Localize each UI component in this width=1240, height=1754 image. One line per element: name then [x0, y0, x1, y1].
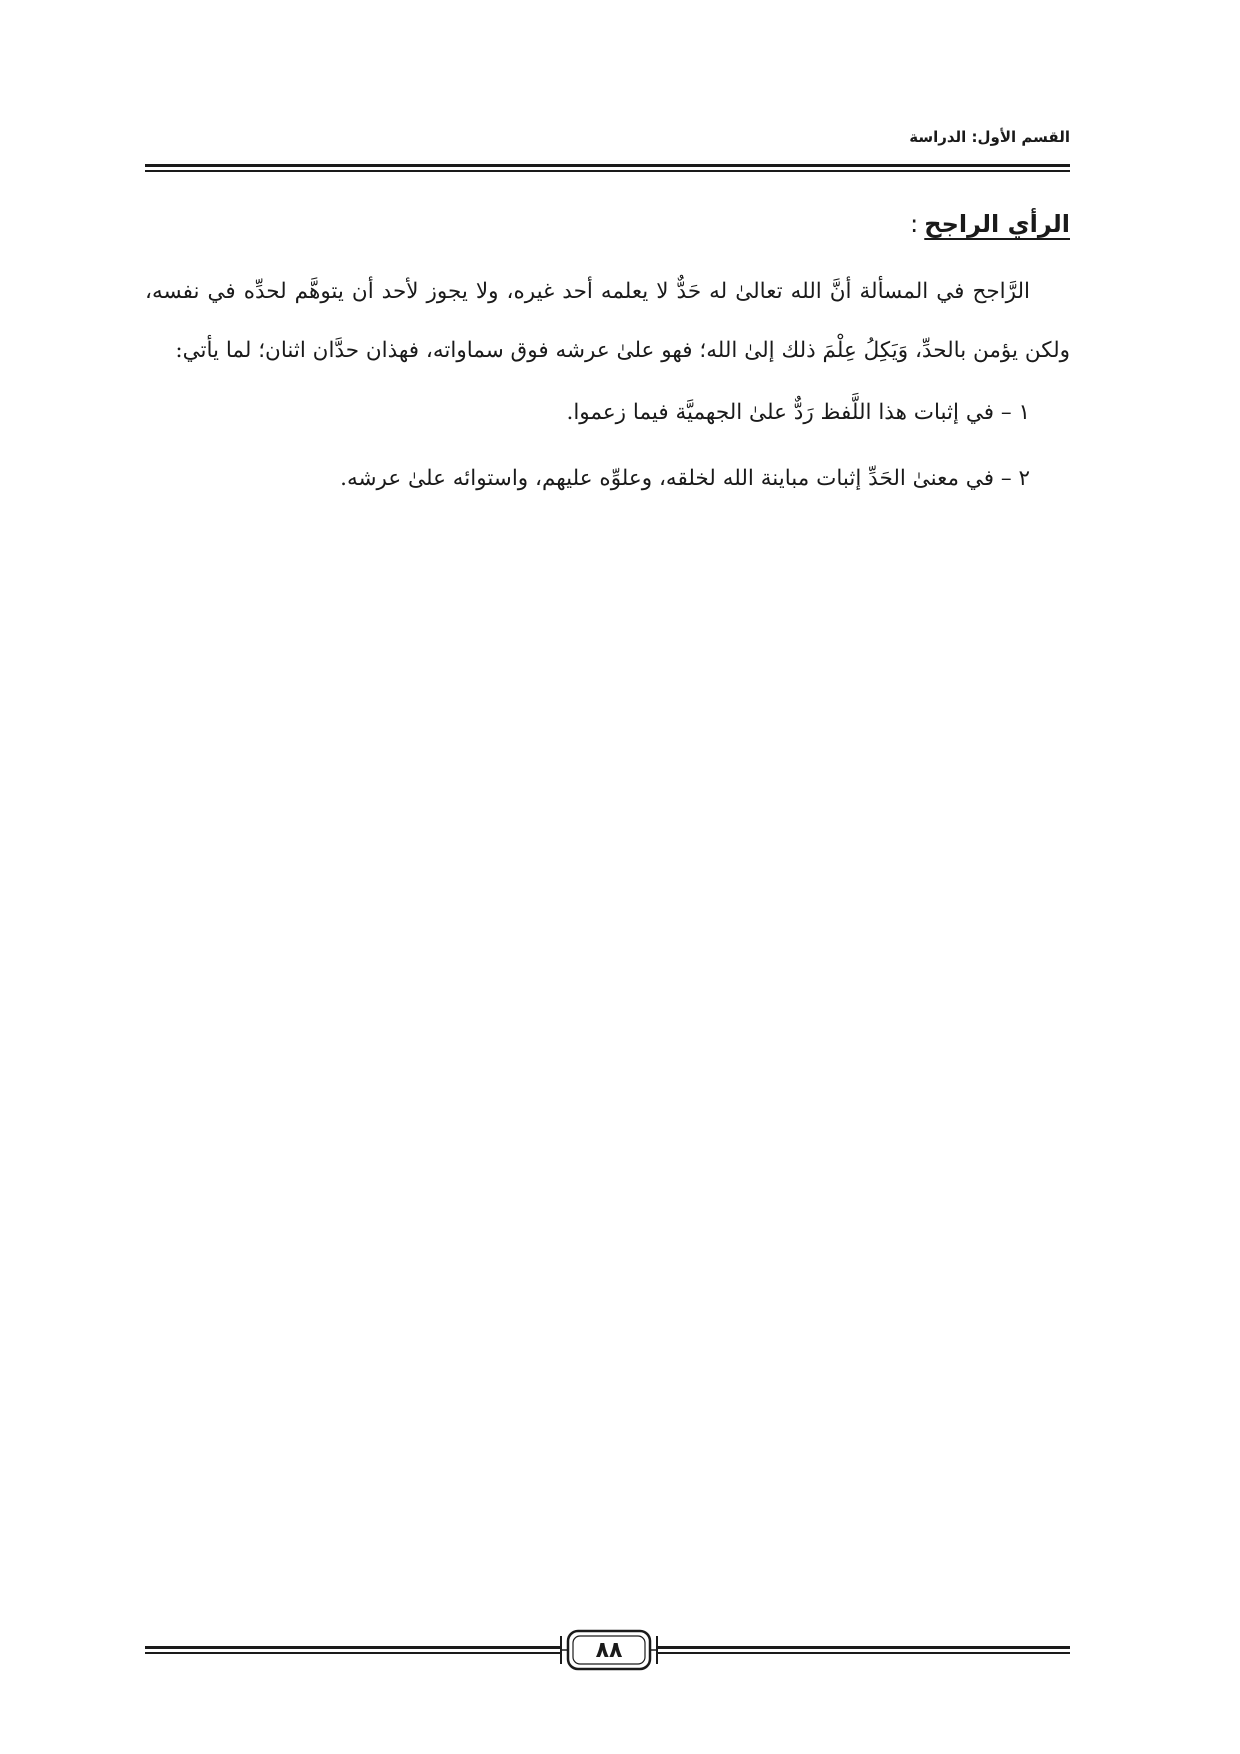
running-header — [145, 128, 1070, 146]
list-item: ٢ – في معنىٰ الحَدِّ إثبات مباينة الله لخلقه، وعلوِّه عليهم، واستوائه علىٰ عرشه. — [340, 465, 1030, 491]
footer-rule-right-thick — [658, 1646, 1070, 1649]
running-header-title: القسم الأول: الدراسة — [909, 128, 1070, 146]
footer-rule-left-thick — [145, 1646, 560, 1649]
footer-rule-right — [658, 1646, 1070, 1654]
footer-rule-left — [145, 1646, 560, 1654]
header-rule-thick — [145, 164, 1070, 167]
header-double-rule — [145, 164, 1070, 172]
body-paragraph: الرَّاجح في المسألة أنَّ الله تعالىٰ له حَدٌّ لا يعلمه أحد غيره، ولا يجوز لأحد أن يتوهَّم لحدِّه في نفسه، ولكن يؤمن بالحدِّ، وَيَكِلُ عِلْمَ ذلك إلىٰ الله؛ فهو علىٰ عرشه فوق سماواته، فهذان حدَّان اثنان؛ لما يأتي: — [145, 278, 1070, 363]
section-heading-colon: : — [910, 210, 919, 238]
section-heading-text: الرأي الراجح — [924, 210, 1070, 238]
header-rule-thin — [145, 170, 1070, 172]
footer-rule-left-thin — [145, 1652, 560, 1654]
page-number-frame — [560, 1628, 658, 1672]
page-content — [145, 208, 1070, 512]
page-number: ٨٨ — [595, 1637, 623, 1663]
section-heading — [145, 208, 1070, 242]
points-list — [145, 380, 1070, 512]
footer-rule-right-thin — [658, 1652, 1070, 1654]
list-item: ١ – في إثبات هذا اللَّفظ رَدٌّ علىٰ الجهميَّة فيما زعموا. — [566, 399, 1030, 425]
